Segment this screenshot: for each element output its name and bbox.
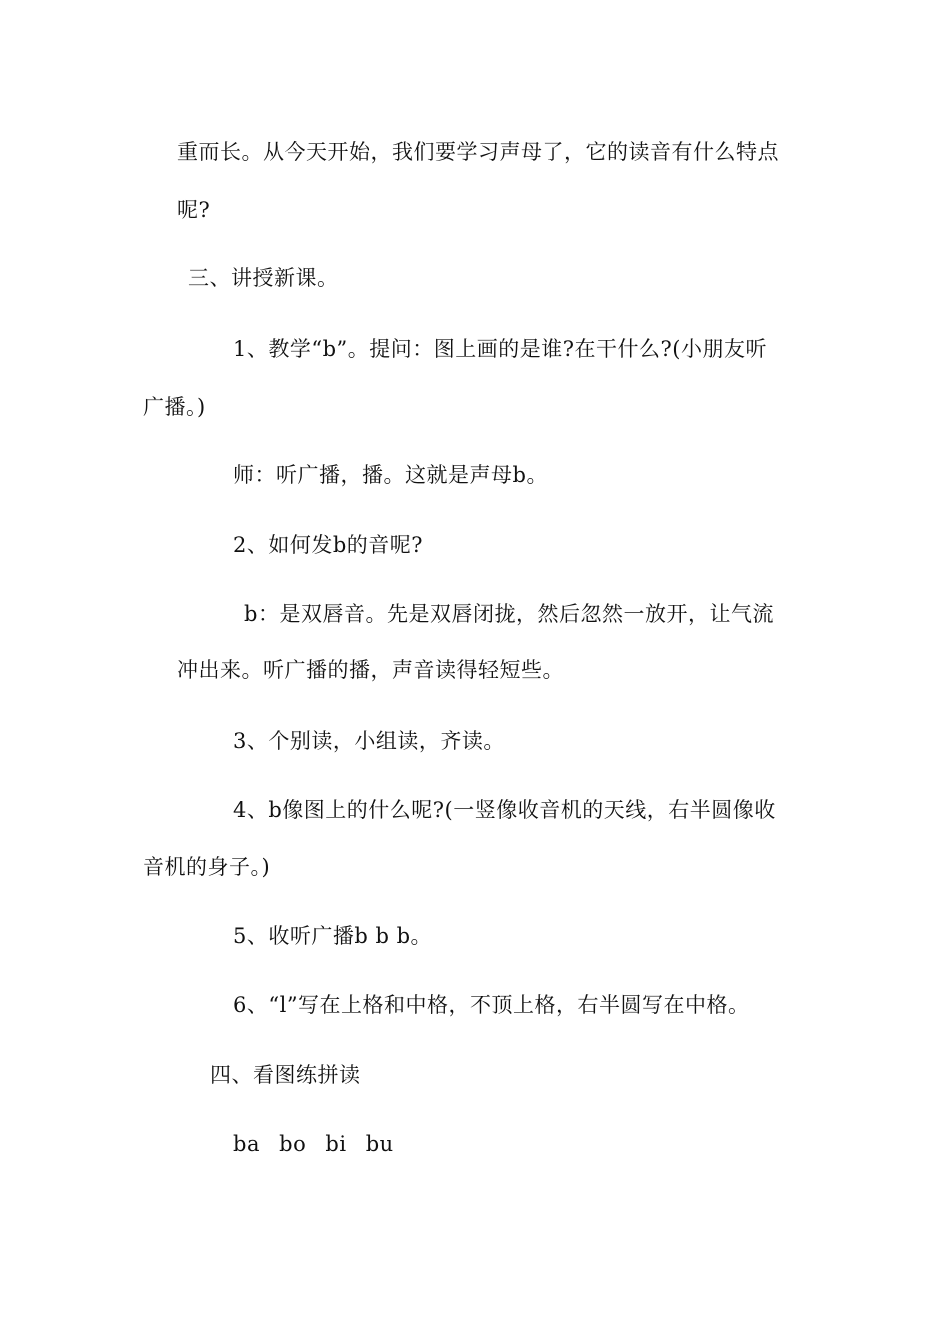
pinyin-practice: ba bo bi bu xyxy=(233,1132,394,1156)
teacher-line: 师：听广播，播。这就是声母b。 xyxy=(233,463,548,487)
step-1-text: 1、教学“b”。提问：图上画的是谁?在干什么?(小朋友听 xyxy=(233,337,767,361)
step-1-continuation: 广播。) xyxy=(143,395,206,419)
step-3-text: 3、个别读，小组读，齐读。 xyxy=(233,729,505,753)
step-6-text: 6、“l”写在上格和中格，不顶上格，右半圆写在中格。 xyxy=(233,993,750,1017)
paragraph-line: 重而长。从今天开始，我们要学习声母了，它的读音有什么特点 xyxy=(177,140,779,164)
step-4-text: 4、b像图上的什么呢?(一竖像收音机的天线，右半圆像收 xyxy=(233,798,776,822)
section-heading-4: 四、看图练拼读 xyxy=(210,1063,361,1087)
section-heading-3: 三、讲授新课。 xyxy=(188,266,339,290)
step-5-text: 5、收听广播b b b。 xyxy=(233,924,433,948)
paragraph-line: 呢? xyxy=(177,198,211,222)
step-2-text: 2、如何发b的音呢? xyxy=(233,533,424,557)
b-description-continuation: 冲出来。听广播的播，声音读得轻短些。 xyxy=(177,658,564,682)
step-4-continuation: 音机的身子。) xyxy=(143,855,271,879)
b-description: b：是双唇音。先是双唇闭拢，然后忽然一放开，让气流 xyxy=(244,602,774,626)
